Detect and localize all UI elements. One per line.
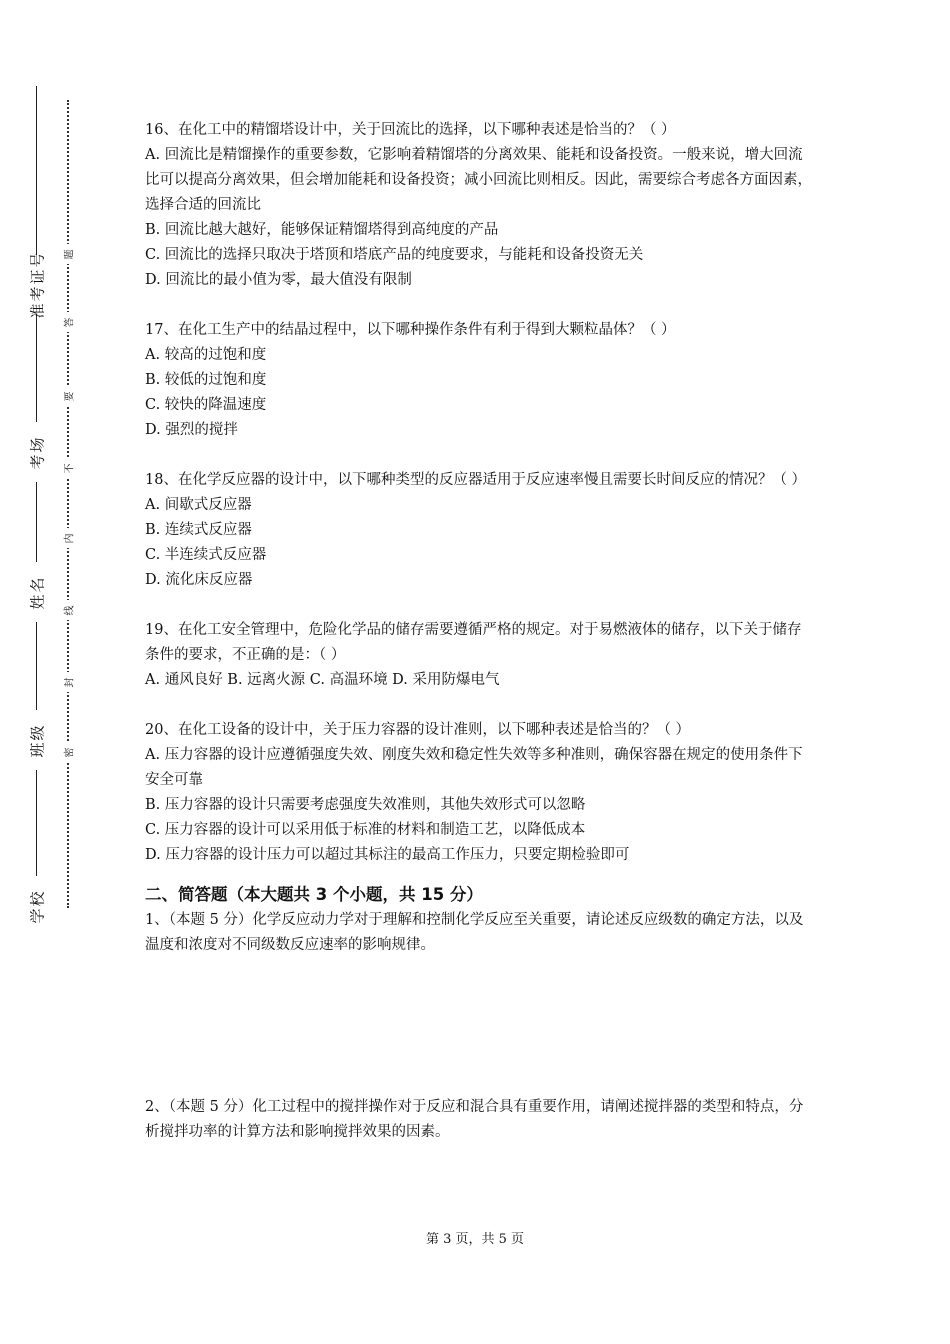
page-footer: 第 3 页，共 5 页 xyxy=(425,1232,525,1247)
admission-number-label: 准考证号 xyxy=(22,254,52,314)
seal-char: 内 xyxy=(58,528,78,548)
question-18 xyxy=(145,468,813,593)
seal-char: 密 xyxy=(58,742,78,762)
seal-char: 题 xyxy=(58,244,78,264)
option-b: B. 较低的过饱和度 xyxy=(145,372,267,388)
question-17 xyxy=(145,318,813,443)
seal-char: 要 xyxy=(58,386,78,406)
question-stem: 17、在化工生产中的结晶过程中，以下哪种操作条件有利于得到大颗粒晶体？（ ） xyxy=(145,322,676,338)
option-a: A. 回流比是精馏操作的重要参数，它影响着精馏塔的分离效果、能耗和设备投资。一般来说，增大回流比可以提高分离效果，但会增加能耗和设备投资；减小回流比则相反。因此，需要综合考虑各方面因素，选择合适的回流比 xyxy=(145,147,812,213)
exam-content xyxy=(145,118,813,1145)
seal-char: 封 xyxy=(58,672,78,692)
question-stem: 20、在化工设备的设计中，关于压力容器的设计准则，以下哪种表述是恰当的？（ ） xyxy=(145,722,691,738)
short-answer-question-1: 1、（本题 5 分）化学反应动力学对于理解和控制化学反应至关重要，请论述反应级数的确定方法，以及温度和浓度对不同级数反应速率的影响规律。 xyxy=(145,912,804,953)
option-b: B. 连续式反应器 xyxy=(145,522,252,538)
option-b: B. 回流比越大越好，能够保证精馏塔得到高纯度的产品 xyxy=(145,222,499,238)
exam-room-label: 考场 xyxy=(22,422,52,482)
options-inline: A. 通风良好 B. 远离火源 C. 高温环境 D. 采用防爆电气 xyxy=(145,672,500,688)
option-d: D. 回流比的最小值为零，最大值没有限制 xyxy=(145,272,412,288)
question-19 xyxy=(145,618,813,693)
option-b: B. 压力容器的设计只需要考虑强度失效准则，其他失效形式可以忽略 xyxy=(145,797,586,813)
option-d: D. 流化床反应器 xyxy=(145,572,253,588)
class-label: 班级 xyxy=(22,710,52,770)
seal-char: 答 xyxy=(58,312,78,332)
answer-space xyxy=(145,958,813,1095)
margin-solid-line xyxy=(36,86,37,926)
option-c: C. 回流比的选择只取决于塔顶和塔底产品的纯度要求，与能耗和设备投资无关 xyxy=(145,247,644,263)
seal-dotted-line xyxy=(67,100,69,908)
question-20 xyxy=(145,718,813,868)
option-d: D. 压力容器的设计压力可以超过其标注的最高工作压力，只要定期检验即可 xyxy=(145,847,630,863)
question-stem: 18、在化学反应器的设计中，以下哪种类型的反应器适用于反应速率慢且需要长时间反应的情况？（ ） xyxy=(145,472,807,488)
option-d: D. 强烈的搅拌 xyxy=(145,422,238,438)
option-c: C. 半连续式反应器 xyxy=(145,547,267,563)
section-2-title: 二、简答题（本大题共 3 个小题，共 15 分） xyxy=(145,885,483,904)
question-stem: 19、在化工安全管理中，危险化学品的储存需要遵循严格的规定。对于易燃液体的储存，以下关于储存条件的要求，不正确的是：（ ） xyxy=(145,622,802,663)
short-answer-question-2: 2、（本题 5 分）化工过程中的搅拌操作对于反应和混合具有重要作用，请阐述搅拌器的类型和特点，分析搅拌功率的计算方法和影响搅拌效果的因素。 xyxy=(145,1099,804,1140)
option-a: A. 间歇式反应器 xyxy=(145,497,252,513)
school-label: 学校 xyxy=(22,876,52,936)
name-label: 姓名 xyxy=(22,562,52,622)
option-a: A. 较高的过饱和度 xyxy=(145,347,267,363)
option-c: C. 较快的降温速度 xyxy=(145,397,267,413)
question-16 xyxy=(145,118,813,293)
option-a: A. 压力容器的设计应遵循强度失效、刚度失效和稳定性失效等多种准则，确保容器在规定的使用条件下安全可靠 xyxy=(145,747,803,788)
question-stem: 16、在化工中的精馏塔设计中，关于回流比的选择，以下哪种表述是恰当的？（ ） xyxy=(145,122,676,138)
seal-char: 线 xyxy=(58,600,78,620)
option-c: C. 压力容器的设计可以采用低于标准的材料和制造工艺，以降低成本 xyxy=(145,822,586,838)
seal-char: 不 xyxy=(58,458,78,478)
